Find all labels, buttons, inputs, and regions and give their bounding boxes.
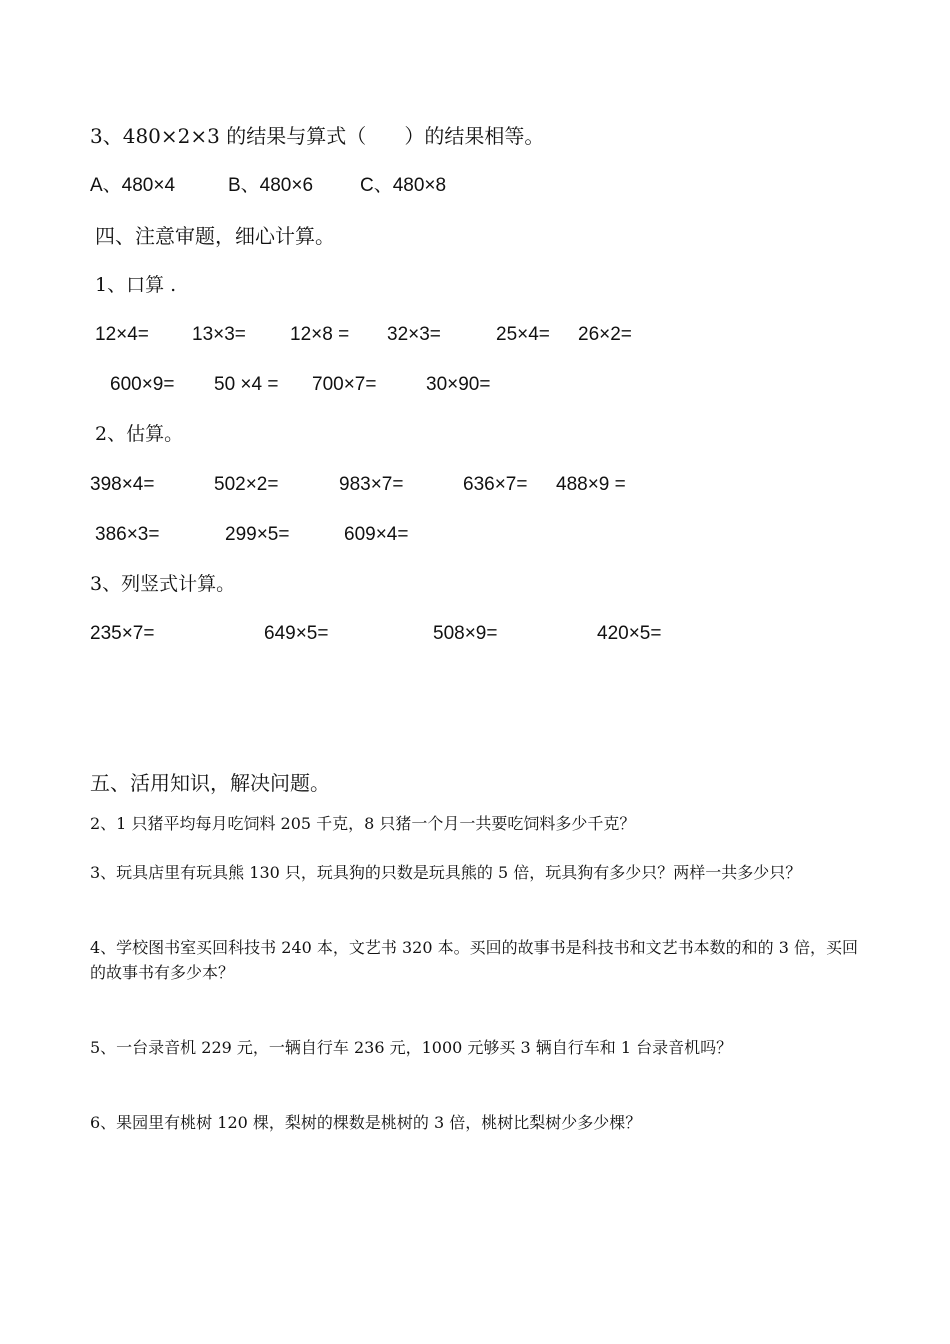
part-3-title: 3、列竖式计算。: [90, 573, 236, 595]
estimate-item: 398×4=: [90, 474, 155, 495]
vertical-calc-item: 508×9=: [433, 623, 498, 644]
estimate-row-1: [90, 473, 690, 497]
question-3-options: [90, 174, 590, 198]
oral-calc-row-2: [110, 373, 560, 397]
option-b: B、480×6: [228, 175, 314, 196]
oral-calc-item: 600×9=: [110, 374, 175, 395]
option-c: C、480×8: [360, 175, 447, 196]
vertical-calc-item: 235×7=: [90, 623, 155, 644]
section-4-title: 四、注意审题，细心计算。: [95, 224, 335, 248]
oral-calc-item: 32×3=: [387, 324, 441, 345]
option-a: A、480×4: [90, 175, 176, 196]
oral-calc-item: 12×4=: [95, 324, 149, 345]
estimate-item: 386×3=: [95, 524, 160, 545]
part-1-title: 1、口算 .: [95, 274, 177, 296]
estimate-item: 502×2=: [214, 474, 279, 495]
oral-calc-item: 30×90=: [426, 374, 491, 395]
vertical-calc-row: [90, 622, 740, 646]
oral-calc-item: 25×4=: [496, 324, 550, 345]
oral-calc-item: 700×7=: [312, 374, 377, 395]
vertical-calc-item: 420×5=: [597, 623, 662, 644]
oral-calc-item: 13×3=: [192, 324, 246, 345]
question-3-text: 3、480×2×3 的结果与算式（ ）的结果相等。: [90, 124, 545, 148]
oral-calc-item: 12×8 =: [290, 324, 350, 345]
oral-calc-row-1: [95, 323, 695, 347]
word-problem-5: 5、一台录音机 229 元，一辆自行车 236 元，1000 元够买 3 辆自行车和 1 台录音机吗？: [90, 1038, 733, 1057]
word-problem-2: 2、1 只猪平均每月吃饲料 205 千克，8 只猪一个月一共要吃饲料多少千克？: [90, 814, 636, 833]
estimate-item: 636×7=: [463, 474, 528, 495]
word-problem-4: 4、学校图书室买回科技书 240 本，文艺书 320 本。买回的故事书是科技书和文艺书本数的和的 3 倍，买回的故事书有多少本？: [90, 938, 858, 982]
estimate-item: 983×7=: [339, 474, 404, 495]
estimate-item: 609×4=: [344, 524, 409, 545]
oral-calc-item: 26×2=: [578, 324, 632, 345]
part-2-title: 2、估算。: [95, 423, 184, 445]
section-5-title: 五、活用知识，解决问题。: [90, 771, 330, 795]
word-problem-3: 3、玩具店里有玩具熊 130 只，玩具狗的只数是玩具熊的 5 倍，玩具狗有多少只？两样一共多少只？: [90, 863, 802, 882]
estimate-item: 299×5=: [225, 524, 290, 545]
vertical-calc-item: 649×5=: [264, 623, 329, 644]
word-problem-6: 6、果园里有桃树 120 棵，梨树的棵数是桃树的 3 倍，桃树比梨树少多少棵？: [90, 1113, 642, 1132]
estimate-item: 488×9 =: [556, 474, 626, 495]
oral-calc-item: 50 ×4 =: [214, 374, 279, 395]
estimate-row-2: [95, 523, 495, 547]
